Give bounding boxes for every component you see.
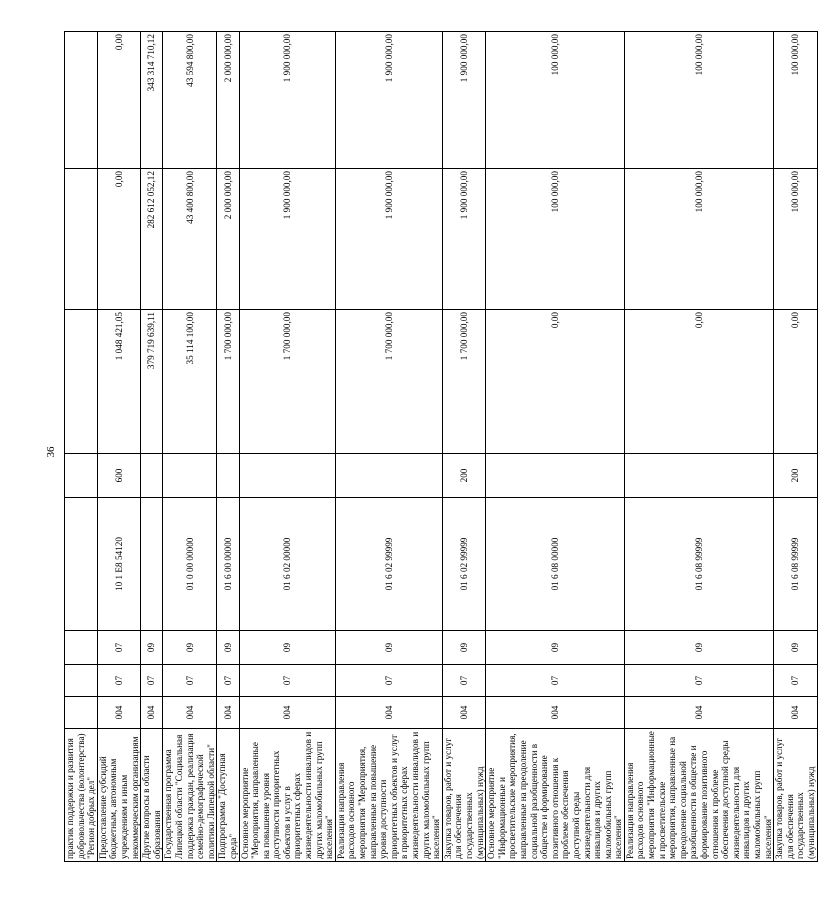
table-row <box>774 32 817 862</box>
row-code-target: 01 6 08 99999 <box>624 498 773 631</box>
row-code-subsection: 07 <box>97 631 140 665</box>
row-code-section: 07 <box>624 665 773 697</box>
row-value-1: 1 700 000,00 <box>239 310 335 454</box>
row-value-2: 100 000,00 <box>774 169 817 310</box>
row-code-section: 07 <box>97 665 140 697</box>
row-code-target <box>65 498 98 631</box>
row-code-subsection: 09 <box>141 631 163 665</box>
row-code-admin: 004 <box>774 697 817 729</box>
row-value-3: 1 900 000,00 <box>442 32 485 169</box>
row-value-3: 1 900 000,00 <box>239 32 335 169</box>
row-value-1: 1 700 000,00 <box>217 310 239 454</box>
row-value-2 <box>65 169 98 310</box>
row-code-expense-type: 600 <box>97 454 140 498</box>
row-code-section: 07 <box>141 665 163 697</box>
row-value-1: 379 719 639,11 <box>141 310 163 454</box>
row-code-admin: 004 <box>97 697 140 729</box>
row-name: Основное мероприятие "Мероприятия, направленные на повышение уровня доступности приоритетных объектов и услуг в приоритетных сферах жизнедеятельности инвалидов и других маломобильных групп населения" <box>239 729 335 862</box>
row-name: Подпрограмма "Доступная среда" <box>217 729 239 862</box>
row-name: Основное мероприятие "Информационные и просветительские мероприятия, направленные на преодоление социальной разобщенности в обществе и формирование позитивного отношения к проблеме обеспечения доступной среды жизнедеятельности для инвалидов и других маломобильных групп населения" <box>486 729 625 862</box>
row-code-section: 07 <box>239 665 335 697</box>
row-code-expense-type <box>624 454 773 498</box>
row-value-3: 1 900 000,00 <box>335 32 442 169</box>
row-name: Закупка товаров, работ и услуг для обеспечения государственных (муниципальных) нужд <box>442 729 485 862</box>
row-code-section: 07 <box>335 665 442 697</box>
row-code-admin: 004 <box>163 697 217 729</box>
table-row <box>141 32 163 862</box>
row-value-2: 0,00 <box>97 169 140 310</box>
row-code-section: 07 <box>486 665 625 697</box>
row-name: Другие вопросы в области образования <box>141 729 163 862</box>
row-value-1 <box>65 310 98 454</box>
row-code-expense-type: 200 <box>442 454 485 498</box>
row-code-target <box>141 498 163 631</box>
row-value-3: 100 000,00 <box>624 32 773 169</box>
row-value-3: 343 314 710,12 <box>141 32 163 169</box>
budget-table <box>64 31 818 862</box>
row-value-2: 1 900 000,00 <box>442 169 485 310</box>
row-name: Государственная программа Липецкой области "Социальная поддержка граждан, реализация семейно-демографической политики Липецкой области" <box>163 729 217 862</box>
row-code-subsection: 09 <box>624 631 773 665</box>
row-code-target: 01 6 08 00000 <box>486 498 625 631</box>
row-value-3: 100 000,00 <box>774 32 817 169</box>
table-row <box>65 32 98 862</box>
row-code-expense-type <box>486 454 625 498</box>
row-value-1: 0,00 <box>486 310 625 454</box>
row-code-admin: 004 <box>624 697 773 729</box>
row-value-2: 43 400 800,00 <box>163 169 217 310</box>
row-code-expense-type <box>163 454 217 498</box>
row-value-2: 282 612 052,12 <box>141 169 163 310</box>
row-value-2: 100 000,00 <box>486 169 625 310</box>
row-code-expense-type <box>217 454 239 498</box>
row-code-section: 07 <box>774 665 817 697</box>
row-value-2: 1 900 000,00 <box>239 169 335 310</box>
row-code-subsection <box>65 631 98 665</box>
row-code-expense-type <box>65 454 98 498</box>
row-code-expense-type <box>141 454 163 498</box>
row-code-target: 01 6 02 99999 <box>442 498 485 631</box>
table-row <box>163 32 217 862</box>
row-name: Предоставление субсидий бюджетным, автономным учреждениям и иным некоммерческим организациям <box>97 729 140 862</box>
row-value-1: 0,00 <box>774 310 817 454</box>
row-code-subsection: 09 <box>486 631 625 665</box>
row-value-2: 1 900 000,00 <box>335 169 442 310</box>
row-value-1: 1 700 000,00 <box>442 310 485 454</box>
row-value-1: 1 700 000,00 <box>335 310 442 454</box>
row-code-subsection: 09 <box>442 631 485 665</box>
row-code-subsection: 09 <box>774 631 817 665</box>
row-code-target: 01 6 00 00000 <box>217 498 239 631</box>
row-value-3: 2 000 000,00 <box>217 32 239 169</box>
row-code-section: 07 <box>217 665 239 697</box>
row-code-target: 01 6 02 99999 <box>335 498 442 631</box>
row-code-section: 07 <box>442 665 485 697</box>
row-code-subsection: 09 <box>217 631 239 665</box>
row-code-expense-type <box>335 454 442 498</box>
row-value-3: 43 594 800,00 <box>163 32 217 169</box>
row-code-admin <box>65 697 98 729</box>
page-number: 36 <box>45 446 57 458</box>
row-name: Реализация направления расходов основного мероприятия "Мероприятия, направленные на повышение уровня доступности приоритетных объектов и услуг в приоритетных сферах жизнедеятельности инвалидов и других маломобильных групп населения" <box>335 729 442 862</box>
row-code-target: 01 6 08 99999 <box>774 498 817 631</box>
table-row <box>335 32 442 862</box>
row-code-subsection: 09 <box>239 631 335 665</box>
row-code-section <box>65 665 98 697</box>
row-value-1: 1 048 421,05 <box>97 310 140 454</box>
table-row <box>97 32 140 862</box>
budget-table-rotated <box>64 32 816 862</box>
row-code-target: 01 6 02 00000 <box>239 498 335 631</box>
row-code-subsection: 09 <box>335 631 442 665</box>
row-code-admin: 004 <box>486 697 625 729</box>
row-code-target: 10 1 E8 54120 <box>97 498 140 631</box>
row-code-subsection: 09 <box>163 631 217 665</box>
row-code-admin: 004 <box>335 697 442 729</box>
row-value-1: 35 114 100,00 <box>163 310 217 454</box>
row-value-3 <box>65 32 98 169</box>
table-row <box>217 32 239 862</box>
row-value-3: 0,00 <box>97 32 140 169</box>
row-name: Закупка товаров, работ и услуг для обеспечения государственных (муниципальных) нужд <box>774 729 817 862</box>
row-code-admin: 004 <box>239 697 335 729</box>
table-row <box>442 32 485 862</box>
row-value-3: 100 000,00 <box>486 32 625 169</box>
table-row <box>486 32 625 862</box>
row-code-admin: 004 <box>217 697 239 729</box>
row-code-admin: 004 <box>141 697 163 729</box>
row-code-expense-type <box>239 454 335 498</box>
row-code-target: 01 0 00 00000 <box>163 498 217 631</box>
row-name: практик поддержки и развития добровольчества (волонтерства) "Регион добрых дел" <box>65 729 98 862</box>
row-code-section: 07 <box>163 665 217 697</box>
row-value-2: 2 000 000,00 <box>217 169 239 310</box>
table-row <box>624 32 773 862</box>
row-code-admin: 004 <box>442 697 485 729</box>
row-value-1: 0,00 <box>624 310 773 454</box>
row-name: Реализация направления расходов основного мероприятия "Информационные и просветительские мероприятия, направленные на преодоление социальной разобщенности в обществе и формирование позитивного отношения к проблеме обеспечения доступной среды жизнедеятельности для инвалидов и других маломобильных групп населения" <box>624 729 773 862</box>
row-value-2: 100 000,00 <box>624 169 773 310</box>
row-code-expense-type: 200 <box>774 454 817 498</box>
table-row <box>239 32 335 862</box>
